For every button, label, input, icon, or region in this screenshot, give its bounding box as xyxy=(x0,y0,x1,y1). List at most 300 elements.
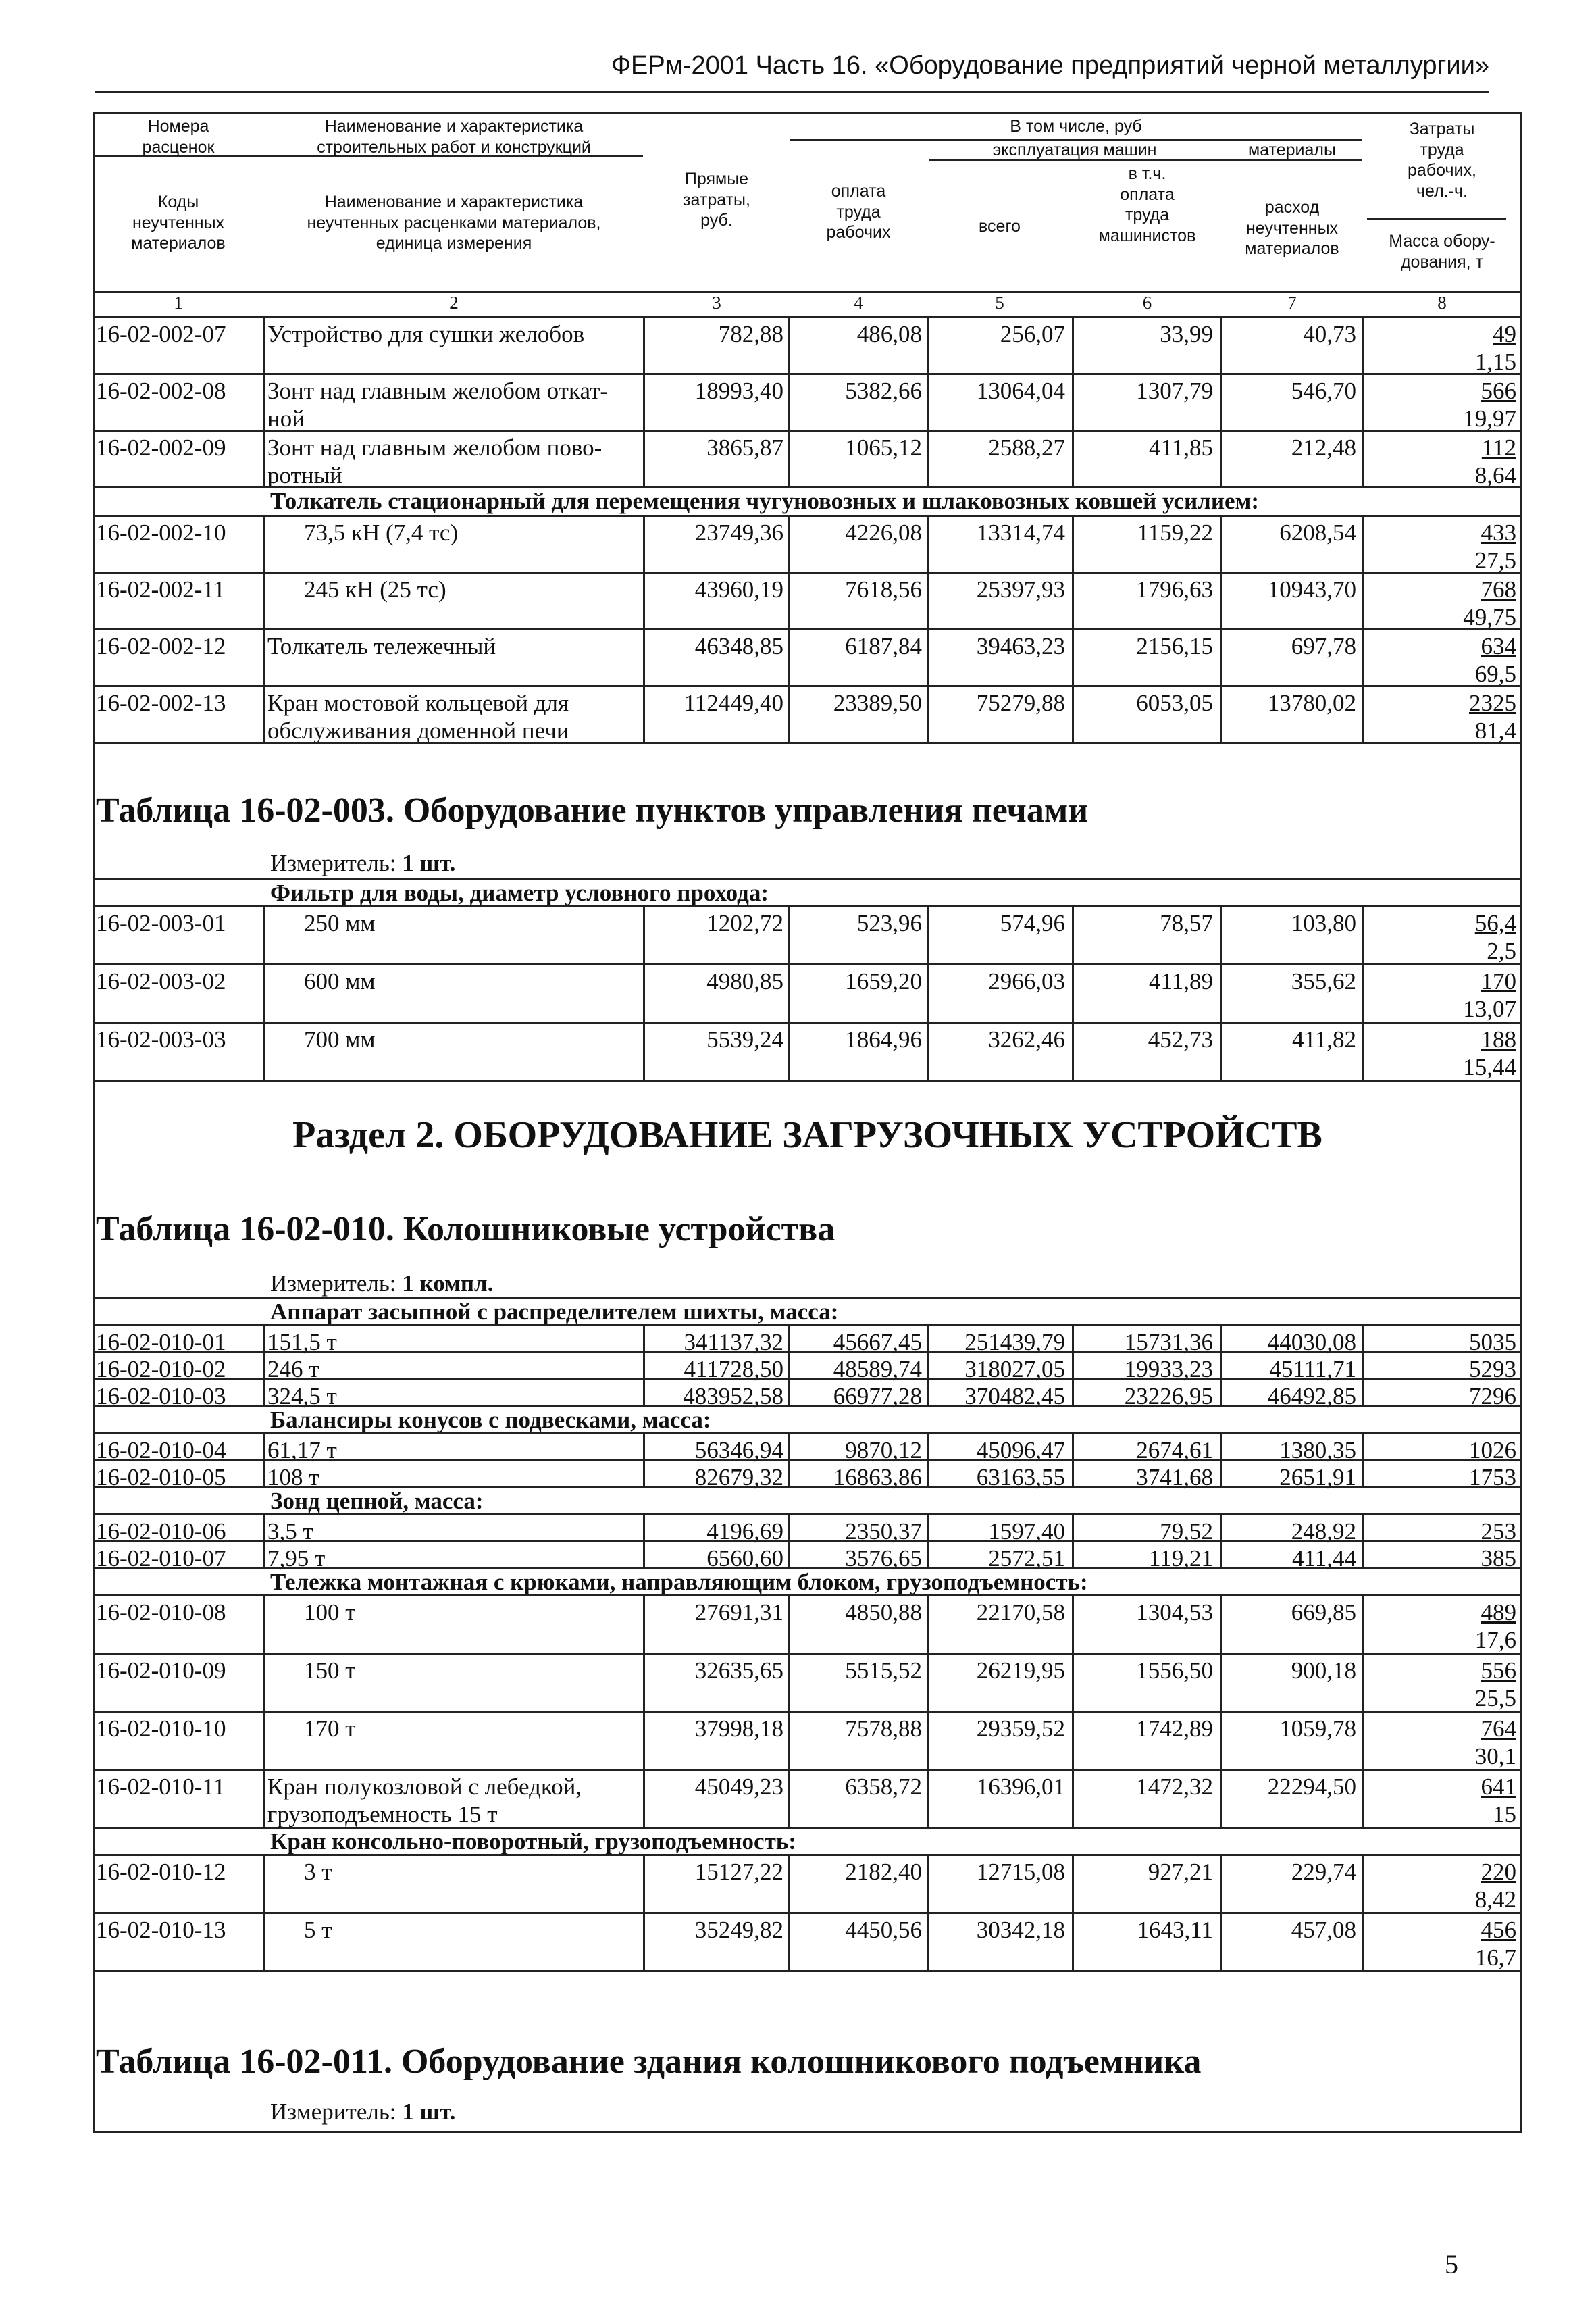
column-rule xyxy=(643,1711,645,1769)
name-cell: 100 т xyxy=(304,1599,356,1626)
direct-cell: 37998,18 xyxy=(694,1715,783,1742)
row-rule xyxy=(93,1711,1522,1713)
labor-cell: 7618,56 xyxy=(845,576,922,603)
column-rule xyxy=(788,316,790,373)
column-rule xyxy=(643,1594,645,1653)
name-cell: 108 т xyxy=(267,1464,319,1490)
column-rule xyxy=(788,685,790,742)
column-rule xyxy=(1220,1351,1222,1378)
column-rule xyxy=(788,572,790,628)
column-rule xyxy=(643,685,645,742)
column-rule xyxy=(1362,1513,1364,1540)
labor-cell: 6187,84 xyxy=(845,633,922,659)
labor-hours-value: 7296 xyxy=(1469,1383,1516,1409)
materials-cell: 45111,71 xyxy=(1269,1356,1356,1382)
column-rule xyxy=(927,1912,929,1970)
equipment-mass-value: 15,44 xyxy=(1463,1054,1516,1081)
name-cell: 150 т xyxy=(304,1657,356,1684)
name-cell: Кран полукозловой с лебедкой, грузоподъемность 15 т xyxy=(267,1774,582,1828)
name-cell: 246 т xyxy=(267,1356,319,1382)
column-rule xyxy=(263,1022,265,1080)
column-rule xyxy=(1220,1022,1222,1080)
direct-cell: 3865,87 xyxy=(706,434,783,461)
labor-hours-cell xyxy=(1364,1773,1516,1829)
machines-cell: 3262,46 xyxy=(988,1026,1065,1053)
col4-header: оплата труда рабочих xyxy=(826,182,891,242)
machines-cell: 63163,55 xyxy=(976,1464,1065,1490)
column-rule xyxy=(927,430,929,486)
column-rule xyxy=(1220,1653,1222,1711)
column-rule xyxy=(927,373,929,430)
direct-cell: 6560,60 xyxy=(706,1545,783,1571)
name-cell: 3 т xyxy=(304,1859,332,1885)
labor-hours-value: 385 xyxy=(1481,1545,1516,1571)
materials-cell: 411,82 xyxy=(1292,1026,1356,1053)
column-rule xyxy=(1072,1540,1074,1567)
operators-cell: 1307,79 xyxy=(1136,378,1213,404)
labor-hours-cell xyxy=(1364,377,1516,433)
column-rule xyxy=(927,1540,929,1567)
column-rule xyxy=(1220,905,1222,963)
row-rule xyxy=(93,430,1522,432)
meter-value: 1 компл. xyxy=(402,1270,494,1297)
labor-hours-cell xyxy=(1364,689,1516,745)
labor-hours-value: 112 xyxy=(1481,434,1516,461)
direct-cell: 341137,32 xyxy=(684,1329,783,1355)
labor-hours-cell xyxy=(1364,576,1516,632)
column-rule xyxy=(927,1769,929,1827)
column-rule xyxy=(643,1540,645,1567)
row-rule xyxy=(93,1351,1522,1353)
name-cell: 151,5 т xyxy=(267,1329,337,1355)
equipment-mass-value: 30,1 xyxy=(1474,1743,1516,1770)
column-rule xyxy=(1362,316,1364,373)
labor-hours-value: 5293 xyxy=(1469,1356,1516,1382)
col1-top-header: Номера расценок xyxy=(142,117,215,157)
labor-hours-value: 456 xyxy=(1481,1917,1516,1943)
name-cell: Зонт над главным желобом пово- ротный xyxy=(267,434,602,489)
column-rule xyxy=(263,1854,265,1912)
materials-cell: 1380,35 xyxy=(1279,1437,1356,1463)
column-rule xyxy=(1362,1854,1364,1912)
direct-cell: 5539,24 xyxy=(706,1026,783,1053)
name-cell: 324,5 т xyxy=(267,1383,337,1409)
column-rule xyxy=(263,1351,265,1378)
materials-cell: 212,48 xyxy=(1291,434,1356,461)
equipment-mass-value: 81,4 xyxy=(1474,718,1516,745)
machines-cell: 2966,03 xyxy=(988,968,1065,995)
labor-hours-cell xyxy=(1364,1657,1516,1713)
column-rule xyxy=(263,685,265,742)
row-rule xyxy=(93,1540,1522,1542)
column-rule xyxy=(927,1351,929,1378)
materials-cell: 457,08 xyxy=(1291,1917,1356,1943)
column-rule xyxy=(1362,685,1364,742)
equipment-mass-value: 69,5 xyxy=(1474,661,1516,688)
labor-cell: 1659,20 xyxy=(845,968,922,995)
name-cell: 3,5 т xyxy=(267,1518,313,1544)
materials-cell: 40,73 xyxy=(1303,321,1356,347)
row-rule xyxy=(93,1022,1522,1024)
column-rule xyxy=(927,1432,929,1459)
direct-cell: 82679,32 xyxy=(694,1464,783,1490)
equipment-mass-value: 49,75 xyxy=(1463,604,1516,631)
column-rule xyxy=(643,572,645,628)
meter-label: Измеритель: xyxy=(270,2098,396,2125)
labor-hours-value: 56,4 xyxy=(1474,910,1516,936)
machines-cell: 22170,58 xyxy=(976,1599,1065,1626)
column-rule xyxy=(1072,1459,1074,1486)
labor-cell: 2350,37 xyxy=(845,1518,922,1544)
group-header: В том числе, руб xyxy=(1010,117,1142,136)
column-rule xyxy=(1362,572,1364,628)
labor-hours-value: 634 xyxy=(1481,633,1516,659)
colnum-6: 6 xyxy=(1142,293,1152,313)
code-cell: 16-02-010-05 xyxy=(96,1464,226,1490)
code-cell: 16-02-003-02 xyxy=(96,968,226,995)
group-subheading: Толкатель стационарный для перемещения чугуновозных и шлаковозных ковшей усилием: xyxy=(270,488,1260,514)
name-cell: 61,17 т xyxy=(267,1437,337,1463)
equipment-mass-value: 2,5 xyxy=(1487,938,1516,965)
labor-cell: 48589,74 xyxy=(833,1356,922,1382)
machines-cell: 13314,74 xyxy=(976,520,1065,546)
materials-cell: 355,62 xyxy=(1291,968,1356,995)
equipment-mass-value: 25,5 xyxy=(1474,1685,1516,1712)
labor-hours-cell xyxy=(1364,1715,1516,1771)
column-rule xyxy=(788,1912,790,1970)
column-rule xyxy=(263,316,265,373)
group-subheading: Балансиры конусов с подвесками, масса: xyxy=(270,1407,711,1433)
name-cell: Толкатель тележечный xyxy=(267,633,496,659)
colnum-4: 4 xyxy=(854,293,863,313)
machines-cell: 574,96 xyxy=(1000,910,1065,936)
direct-cell: 112449,40 xyxy=(684,690,783,716)
column-rule xyxy=(788,515,790,572)
column-rule xyxy=(1220,572,1222,628)
machines-cell: 1597,40 xyxy=(988,1518,1065,1544)
column-rule xyxy=(788,430,790,486)
equipment-mass-value: 1,15 xyxy=(1474,349,1516,376)
column-rule xyxy=(1362,430,1364,486)
name-cell: 600 мм xyxy=(304,968,376,995)
row-rule xyxy=(93,1080,1522,1082)
column-rule xyxy=(1220,963,1222,1022)
column-rule xyxy=(1362,1378,1364,1405)
labor-hours-cell xyxy=(1364,434,1516,490)
code-cell: 16-02-002-12 xyxy=(96,633,226,659)
machines-cell: 30342,18 xyxy=(976,1917,1065,1943)
column-rule xyxy=(927,1513,929,1540)
operators-cell: 927,21 xyxy=(1148,1859,1213,1885)
operators-cell: 2156,15 xyxy=(1136,633,1213,659)
col8-bottom-header: Масса обору- дования, т xyxy=(1389,232,1495,272)
row-rule xyxy=(93,1970,1522,1972)
code-cell: 16-02-010-01 xyxy=(96,1329,226,1355)
column-rule xyxy=(263,1912,265,1970)
machines-cell: 13064,04 xyxy=(976,378,1065,404)
group-subheading: Аппарат засыпной с распределителем шихты, масса: xyxy=(270,1299,839,1325)
column-rule xyxy=(263,963,265,1022)
column-rule xyxy=(1362,628,1364,685)
equipment-mass-value: 19,97 xyxy=(1463,405,1516,432)
machines-cell: 251439,79 xyxy=(964,1329,1065,1355)
column-rule xyxy=(927,1854,929,1912)
column-rule xyxy=(643,515,645,572)
direct-cell: 43960,19 xyxy=(694,576,783,603)
labor-cell: 7578,88 xyxy=(845,1715,922,1742)
column-rule xyxy=(1072,685,1074,742)
name-cell: 7,95 т xyxy=(267,1545,326,1571)
code-cell: 16-02-002-08 xyxy=(96,378,226,404)
materials-cell: 669,85 xyxy=(1291,1599,1356,1626)
column-rule xyxy=(927,1459,929,1486)
column-rule xyxy=(927,1378,929,1405)
materials-cell: 546,70 xyxy=(1291,378,1356,404)
column-rule xyxy=(1072,1432,1074,1459)
direct-cell: 1202,72 xyxy=(706,910,783,936)
row-rule xyxy=(93,905,1522,907)
col6-header: в т.ч. оплата труда машинистов xyxy=(1098,164,1196,245)
operators-cell: 1643,11 xyxy=(1137,1917,1213,1943)
column-rule xyxy=(1072,1854,1074,1912)
labor-hours-cell xyxy=(1364,1599,1516,1655)
column-rule xyxy=(643,1854,645,1912)
labor-cell: 4450,56 xyxy=(845,1917,922,1943)
colnum-1: 1 xyxy=(174,293,183,313)
operators-cell: 411,89 xyxy=(1149,968,1213,995)
equipment-mass-value: 8,42 xyxy=(1474,1886,1516,1913)
labor-cell: 3576,65 xyxy=(845,1545,922,1571)
column-rule xyxy=(927,1324,929,1351)
machines-cell: 29359,52 xyxy=(976,1715,1065,1742)
column-rule xyxy=(1220,316,1222,373)
name-cell: 245 кН (25 тс) xyxy=(304,576,446,603)
code-cell: 16-02-010-04 xyxy=(96,1437,226,1463)
materials-cell: 900,18 xyxy=(1291,1657,1356,1684)
materials-cell: 44030,08 xyxy=(1267,1329,1356,1355)
row-rule xyxy=(93,1513,1522,1515)
col3-header: Прямые затраты, руб. xyxy=(683,170,750,230)
name-cell: 5 т xyxy=(304,1917,332,1943)
operators-cell: 19933,23 xyxy=(1124,1356,1213,1382)
column-rule xyxy=(1072,515,1074,572)
column-rule xyxy=(927,628,929,685)
column-rule xyxy=(1072,628,1074,685)
table-003-title: Таблица 16-02-003. Оборудование пунктов управления печами xyxy=(96,791,1089,830)
column-rule xyxy=(788,1351,790,1378)
column-rule xyxy=(1072,963,1074,1022)
column-rule xyxy=(1072,430,1074,486)
column-rule xyxy=(643,1432,645,1459)
materials-cell: 6208,54 xyxy=(1279,520,1356,546)
machines-cell: 2588,27 xyxy=(988,434,1065,461)
table-010-meter xyxy=(270,1270,493,1297)
direct-cell: 4980,85 xyxy=(706,968,783,995)
machines-cell: 2572,51 xyxy=(988,1545,1065,1571)
materials-cell: 2651,91 xyxy=(1279,1464,1356,1490)
labor-hours-value: 768 xyxy=(1481,576,1516,603)
labor-cell: 523,96 xyxy=(856,910,922,936)
labor-hours-cell xyxy=(1364,320,1516,376)
column-rule xyxy=(643,1513,645,1540)
machines-cell: 45096,47 xyxy=(976,1437,1065,1463)
colnum-5: 5 xyxy=(995,293,1004,313)
col7-header: расход неучтенных материалов xyxy=(1245,198,1339,258)
name-cell: 73,5 кН (7,4 тс) xyxy=(304,520,459,546)
labor-cell: 1065,12 xyxy=(845,434,922,461)
direct-cell: 27691,31 xyxy=(694,1599,783,1626)
code-cell: 16-02-010-13 xyxy=(96,1917,226,1943)
row-rule xyxy=(93,1594,1522,1596)
equipment-mass-value: 8,64 xyxy=(1474,462,1516,489)
equipment-mass-value: 27,5 xyxy=(1474,547,1516,574)
row-rule xyxy=(93,1912,1522,1914)
column-rule xyxy=(1072,373,1074,430)
row-rule xyxy=(93,373,1522,375)
labor-cell: 4850,88 xyxy=(845,1599,922,1626)
machines-header: эксплуатация машин xyxy=(992,141,1157,159)
row-rule xyxy=(93,572,1522,574)
column-rule xyxy=(643,1459,645,1486)
code-cell: 16-02-010-06 xyxy=(96,1518,226,1544)
row-rule xyxy=(93,1432,1522,1434)
materials-header: материалы xyxy=(1248,141,1336,159)
column-rule xyxy=(1362,905,1364,963)
operators-cell: 15731,36 xyxy=(1124,1329,1213,1355)
machines-cell: 16396,01 xyxy=(976,1774,1065,1800)
column-rule xyxy=(1362,373,1364,430)
column-rule xyxy=(1362,1324,1364,1351)
operators-cell: 1556,50 xyxy=(1136,1657,1213,1684)
table-011-title: Таблица 16-02-011. Оборудование здания колошникового подъемника xyxy=(96,2042,1202,2081)
code-cell: 16-02-010-07 xyxy=(96,1545,226,1571)
operators-cell: 2674,61 xyxy=(1136,1437,1213,1463)
row-rule xyxy=(93,742,1522,744)
materials-cell: 1059,78 xyxy=(1279,1715,1356,1742)
labor-hours-cell xyxy=(1364,1916,1516,1972)
column-rule xyxy=(1072,316,1074,373)
machines-cell: 26219,95 xyxy=(976,1657,1065,1684)
column-rule xyxy=(1362,1432,1364,1459)
labor-cell: 9870,12 xyxy=(845,1437,922,1463)
code-cell: 16-02-002-09 xyxy=(96,434,226,461)
column-rule xyxy=(263,1540,265,1567)
column-rule xyxy=(263,905,265,963)
name-cell: Кран мостовой кольцевой для обслуживания доменной печи xyxy=(267,690,569,745)
column-rule xyxy=(1220,1513,1222,1540)
operators-cell: 1472,32 xyxy=(1136,1774,1213,1800)
group-subheading: Кран консольно-поворотный, грузоподъемность: xyxy=(270,1828,796,1855)
table-003-meter xyxy=(270,850,455,877)
name-cell: Устройство для сушки желобов xyxy=(267,321,585,347)
column-rule xyxy=(788,1432,790,1459)
column-rule xyxy=(788,1540,790,1567)
column-rule xyxy=(1220,1912,1222,1970)
labor-hours-value: 188 xyxy=(1481,1026,1516,1053)
column-rule xyxy=(1220,1854,1222,1912)
colnum-7: 7 xyxy=(1287,293,1297,313)
column-rule xyxy=(1220,430,1222,486)
machines-cell: 256,07 xyxy=(1000,321,1065,347)
direct-cell: 56346,94 xyxy=(694,1437,783,1463)
column-rule xyxy=(788,1022,790,1080)
labor-hours-value: 49 xyxy=(1493,321,1516,347)
operators-cell: 452,73 xyxy=(1148,1026,1213,1053)
group-subheading: Тележка монтажная с крюками, направляющим блоком, грузоподъемность: xyxy=(270,1569,1088,1595)
col5-header: всего xyxy=(979,217,1021,236)
column-rule xyxy=(1220,1540,1222,1567)
column-rule xyxy=(643,1769,645,1827)
direct-cell: 411728,50 xyxy=(684,1356,783,1382)
column-rule xyxy=(1072,905,1074,963)
labor-hours-cell xyxy=(1364,1858,1516,1914)
code-cell: 16-02-010-11 xyxy=(96,1774,226,1800)
direct-cell: 18993,40 xyxy=(694,378,783,404)
column-rule xyxy=(643,1022,645,1080)
labor-hours-value: 433 xyxy=(1481,520,1516,546)
column-rule xyxy=(1362,1351,1364,1378)
code-cell: 16-02-010-02 xyxy=(96,1356,226,1382)
colnum-2: 2 xyxy=(449,293,459,313)
labor-hours-value: 2325 xyxy=(1469,690,1516,716)
code-cell: 16-02-002-10 xyxy=(96,520,226,546)
running-header: ФЕРм-2001 Часть 16. «Оборудование предприятий черной металлургии» xyxy=(611,51,1489,80)
col2-top-header: Наименование и характеристика строительных работ и конструкций xyxy=(317,117,591,157)
column-rule xyxy=(643,316,645,373)
column-rule xyxy=(263,1653,265,1711)
name-cell: 700 мм xyxy=(304,1026,376,1053)
column-rule xyxy=(1220,1769,1222,1827)
machines-cell: 75279,88 xyxy=(976,690,1065,716)
column-rule xyxy=(643,430,645,486)
column-rule xyxy=(1220,515,1222,572)
row-rule xyxy=(93,1324,1522,1326)
direct-cell: 46348,85 xyxy=(694,633,783,659)
column-rule xyxy=(927,316,929,373)
labor-hours-value: 566 xyxy=(1481,378,1516,404)
code-cell: 16-02-003-03 xyxy=(96,1026,226,1053)
code-cell: 16-02-002-13 xyxy=(96,690,226,716)
name-cell: 250 мм xyxy=(304,910,376,936)
column-rule xyxy=(643,963,645,1022)
group-subheading: Зонд цепной, масса: xyxy=(270,1488,484,1514)
equipment-mass-value: 16,7 xyxy=(1474,1944,1516,1971)
operators-cell: 79,52 xyxy=(1160,1518,1213,1544)
column-rule xyxy=(643,905,645,963)
labor-cell: 5382,66 xyxy=(845,378,922,404)
labor-cell: 2182,40 xyxy=(845,1859,922,1885)
labor-hours-value: 764 xyxy=(1481,1715,1516,1742)
column-rule xyxy=(263,628,265,685)
column-rule xyxy=(1362,1022,1364,1080)
operators-cell: 78,57 xyxy=(1160,910,1213,936)
labor-cell: 1864,96 xyxy=(845,1026,922,1053)
meter-value: 1 шт. xyxy=(402,2098,456,2125)
labor-hours-cell xyxy=(1364,632,1516,688)
code-cell: 16-02-010-12 xyxy=(96,1859,226,1885)
direct-cell: 45049,23 xyxy=(694,1774,783,1800)
column-rule xyxy=(1362,1653,1364,1711)
column-rule xyxy=(1362,963,1364,1022)
equipment-mass-value: 13,07 xyxy=(1463,996,1516,1023)
table-010-title: Таблица 16-02-010. Колошниковые устройства xyxy=(96,1210,835,1249)
column-rule xyxy=(263,1711,265,1769)
column-rule xyxy=(1072,1324,1074,1351)
column-rule xyxy=(927,1653,929,1711)
column-rule xyxy=(1072,1513,1074,1540)
direct-cell: 483952,58 xyxy=(683,1383,783,1409)
column-rule xyxy=(788,1769,790,1827)
